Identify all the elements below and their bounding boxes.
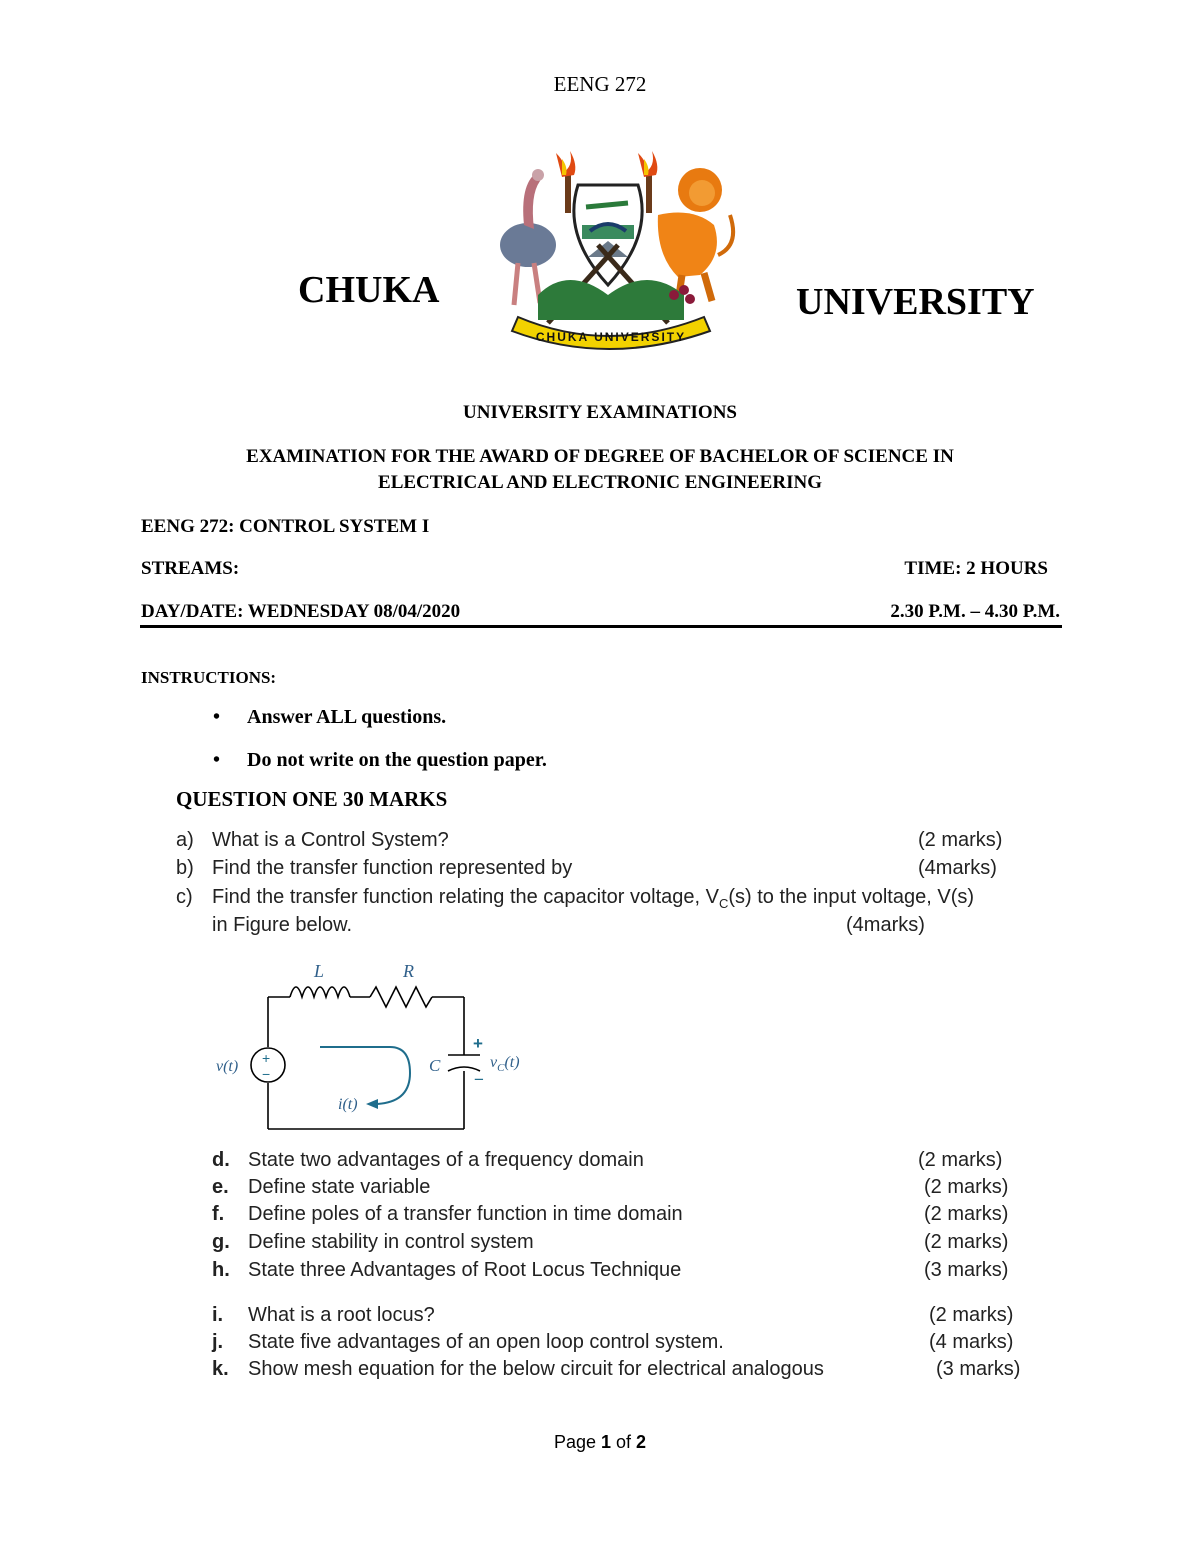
question-text: What is a root locus? [248, 1304, 435, 1326]
question-label: d. [212, 1149, 230, 1171]
current-label: i(t) [338, 1096, 358, 1113]
instructions-heading: INSTRUCTIONS: [141, 668, 277, 687]
question-text: State three Advantages of Root Locus Technique [248, 1259, 682, 1281]
university-name-right: UNIVERSITY [796, 281, 1035, 323]
header-divider [140, 625, 1062, 628]
source-minus-sign: − [262, 1066, 271, 1082]
question-text: Define poles of a transfer function in time domain [248, 1203, 683, 1225]
cap-minus-sign: − [474, 1070, 484, 1089]
question-text: Define state variable [248, 1176, 431, 1198]
question-marks: (3 marks) [936, 1358, 1021, 1380]
question-text: State five advantages of an open loop control system. [248, 1331, 724, 1353]
question-text: State two advantages of a frequency domain [248, 1149, 644, 1171]
capacitor-label: C [429, 1056, 441, 1075]
question-marks: (2 marks) [918, 1149, 1003, 1171]
question-label: b) [176, 857, 194, 879]
crest-ribbon-text: CHUKA UNIVERSITY [535, 330, 687, 344]
question-label: c) [176, 886, 193, 908]
streams-label: STREAMS: [141, 558, 240, 579]
instruction-item: • Answer ALL questions. [213, 706, 447, 728]
course-header: EENG 272 [553, 72, 647, 96]
university-crest-logo [478, 145, 740, 355]
question-text: in Figure below. [212, 914, 353, 936]
question-marks: (2 marks) [924, 1203, 1009, 1225]
exam-hours: 2.30 P.M. – 4.30 P.M. [890, 601, 1060, 622]
arrowhead-icon [366, 1099, 378, 1109]
question-text: Define stability in control system [248, 1231, 534, 1253]
degree-line-1: EXAMINATION FOR THE AWARD OF DEGREE OF BACHELOR OF SCIENCE IN [246, 446, 954, 467]
cap-voltage-label: $v_C(t)$ [490, 1054, 520, 1074]
question-marks: (4marks) [846, 914, 925, 936]
instruction-item: • Do not write on the question paper. [213, 749, 547, 771]
question-text: Show mesh equation for the below circuit for electrical analogous [248, 1358, 824, 1380]
question-marks: (2 marks) [924, 1231, 1009, 1253]
source-label: v(t) [216, 1058, 239, 1075]
bullet-icon: • [213, 749, 221, 771]
question-marks: (3 marks) [924, 1259, 1009, 1281]
exam-duration: TIME: 2 HOURS [904, 558, 1048, 579]
question-label: k. [212, 1358, 229, 1380]
question-marks: (2 marks) [924, 1176, 1009, 1198]
source-plus-sign: + [262, 1050, 271, 1066]
question-label: g. [212, 1231, 230, 1253]
course-title: EENG 272: CONTROL SYSTEM I [141, 516, 430, 537]
page-number: Page 1 of 2 [553, 1432, 647, 1452]
resistor-icon [370, 987, 432, 1007]
cap-plus-sign: + [473, 1034, 483, 1053]
question-text: What is a Control System? [212, 829, 449, 851]
question-label: f. [212, 1203, 225, 1225]
exam-date: DAY/DATE: WEDNESDAY 08/04/2020 [141, 601, 461, 622]
question-one-heading: QUESTION ONE 30 MARKS [176, 787, 448, 811]
question-text: Find the transfer function represented by [212, 857, 573, 879]
inductor-icon [290, 987, 350, 997]
degree-line-2: ELECTRICAL AND ELECTRONIC ENGINEERING [378, 472, 822, 493]
question-label: j. [212, 1331, 224, 1353]
bullet-icon: • [213, 706, 221, 728]
question-marks: (2 marks) [918, 829, 1003, 851]
current-direction-arrow [320, 1047, 410, 1104]
question-label: h. [212, 1259, 230, 1281]
resistor-label: R [403, 961, 414, 981]
university-name-left: CHUKA [298, 269, 440, 311]
exam-title: UNIVERSITY EXAMINATIONS [463, 402, 737, 423]
question-text: Find the transfer function relating the capacitor voltage, $V_C(s)$ to the input voltage, V(s) [212, 886, 975, 911]
rlc-circuit-diagram [210, 955, 550, 1145]
question-label: a) [176, 829, 194, 851]
question-label: e. [212, 1176, 229, 1198]
question-marks: (4 marks) [929, 1331, 1014, 1353]
question-marks: (2 marks) [929, 1304, 1014, 1326]
question-label: i. [212, 1304, 224, 1326]
inductor-label: L [314, 961, 325, 981]
question-marks: (4marks) [918, 857, 997, 879]
